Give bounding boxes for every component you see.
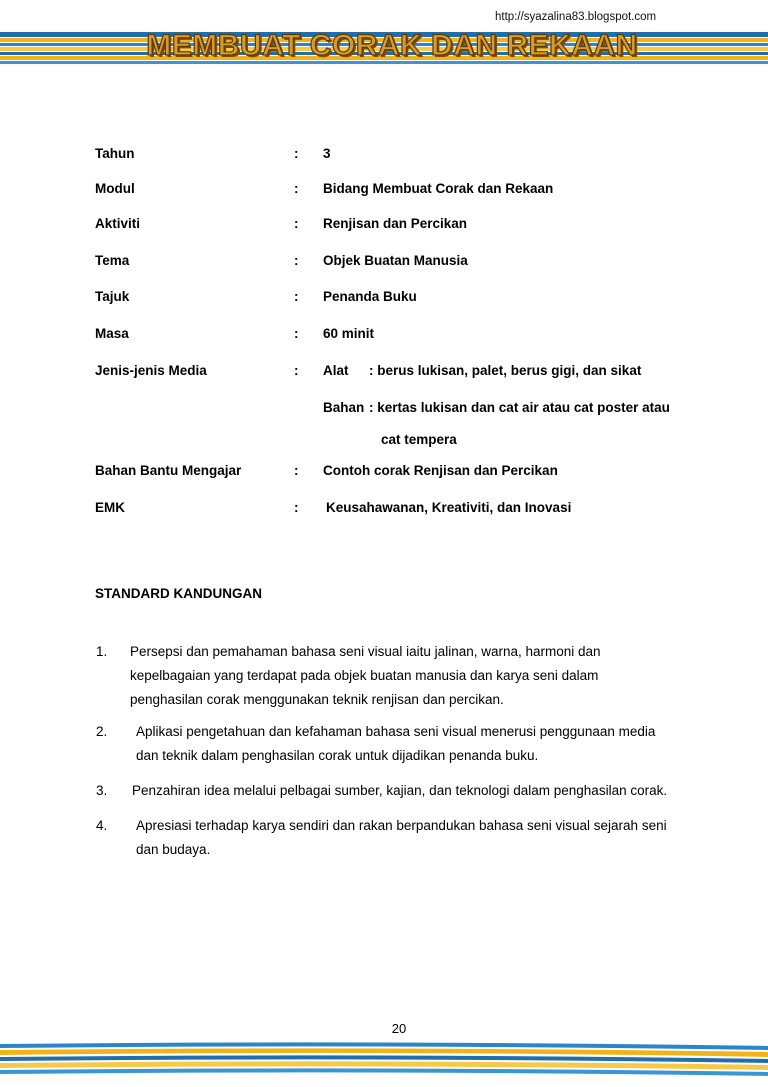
info-label: Jenis-jenis Media: [95, 363, 207, 378]
info-colon: :: [294, 463, 299, 478]
info-label: Tahun: [95, 146, 135, 161]
page-number: 20: [391, 1021, 407, 1036]
info-value: Contoh corak Renjisan dan Percikan: [323, 463, 558, 478]
info-label: EMK: [95, 500, 125, 515]
info-colon: :: [294, 363, 299, 378]
list-number: 1.: [96, 644, 108, 659]
list-number: 3.: [96, 783, 108, 798]
info-value: Alat: [323, 363, 349, 378]
info-label: Aktiviti: [95, 216, 141, 231]
footer-banner: [0, 1040, 768, 1080]
list-line: Persepsi dan pemahaman bahasa seni visual iaitu jalinan, warna, harmoni dan: [130, 644, 601, 659]
info-value: 60 minit: [323, 326, 375, 341]
bahan-continuation: cat tempera: [381, 432, 457, 447]
info-value: Penanda Buku: [323, 289, 417, 304]
info-value: Keusahawanan, Kreativiti, dan Inovasi: [326, 500, 572, 515]
info-label: Tema: [95, 253, 130, 268]
list-line: Aplikasi pengetahuan dan kefahaman bahasa seni visual menerusi penggunaan media: [136, 724, 656, 739]
info-colon: :: [294, 216, 299, 231]
list-number: 4.: [96, 818, 108, 833]
list-text: [136, 720, 655, 768]
list-text: [130, 640, 601, 712]
list-line: dan teknik dalam penghasilan corak untuk dijadikan penanda buku.: [136, 748, 539, 763]
list-number: 2.: [96, 724, 108, 739]
info-label: Masa: [95, 326, 129, 341]
info-colon: :: [294, 146, 299, 161]
info-colon: :: [294, 289, 299, 304]
page-title: MEMBUAT CORAK DAN REKAAN: [146, 29, 638, 62]
info-value: Objek Buatan Manusia: [323, 253, 468, 268]
info-value: 3: [323, 146, 331, 161]
info-colon: :: [294, 181, 299, 196]
section-heading: STANDARD KANDUNGAN: [95, 586, 262, 601]
info-colon: :: [294, 500, 299, 515]
list-line: penghasilan corak menggunakan teknik renjisan dan percikan.: [130, 692, 504, 707]
list-line: Apresiasi terhadap karya sendiri dan rakan berpandukan bahasa seni visual sejarah seni: [136, 818, 667, 833]
list-text: [136, 814, 667, 862]
bahan-detail: : kertas lukisan dan cat air atau cat poster atau: [369, 400, 670, 415]
info-value: Bidang Membuat Corak dan Rekaan: [323, 181, 554, 196]
info-colon: :: [294, 326, 299, 341]
blog-url: http://syazalina83.blogspot.com: [495, 11, 657, 23]
list-line: Penzahiran idea melalui pelbagai sumber, kajian, dan teknologi dalam penghasilan corak.: [132, 783, 668, 798]
list-text: [132, 779, 667, 803]
info-label: Bahan Bantu Mengajar: [95, 463, 242, 478]
info-label: Modul: [95, 181, 135, 196]
info-label: Tajuk: [95, 289, 130, 304]
list-line: kepelbagaian yang terdapat pada objek buatan manusia dan karya seni dalam: [130, 668, 599, 683]
alat-detail: : berus lukisan, palet, berus gigi, dan sikat: [369, 363, 642, 378]
info-colon: :: [294, 253, 299, 268]
list-line: dan budaya.: [136, 842, 211, 857]
bahan-label: Bahan: [323, 400, 365, 415]
info-value: Renjisan dan Percikan: [323, 216, 468, 231]
